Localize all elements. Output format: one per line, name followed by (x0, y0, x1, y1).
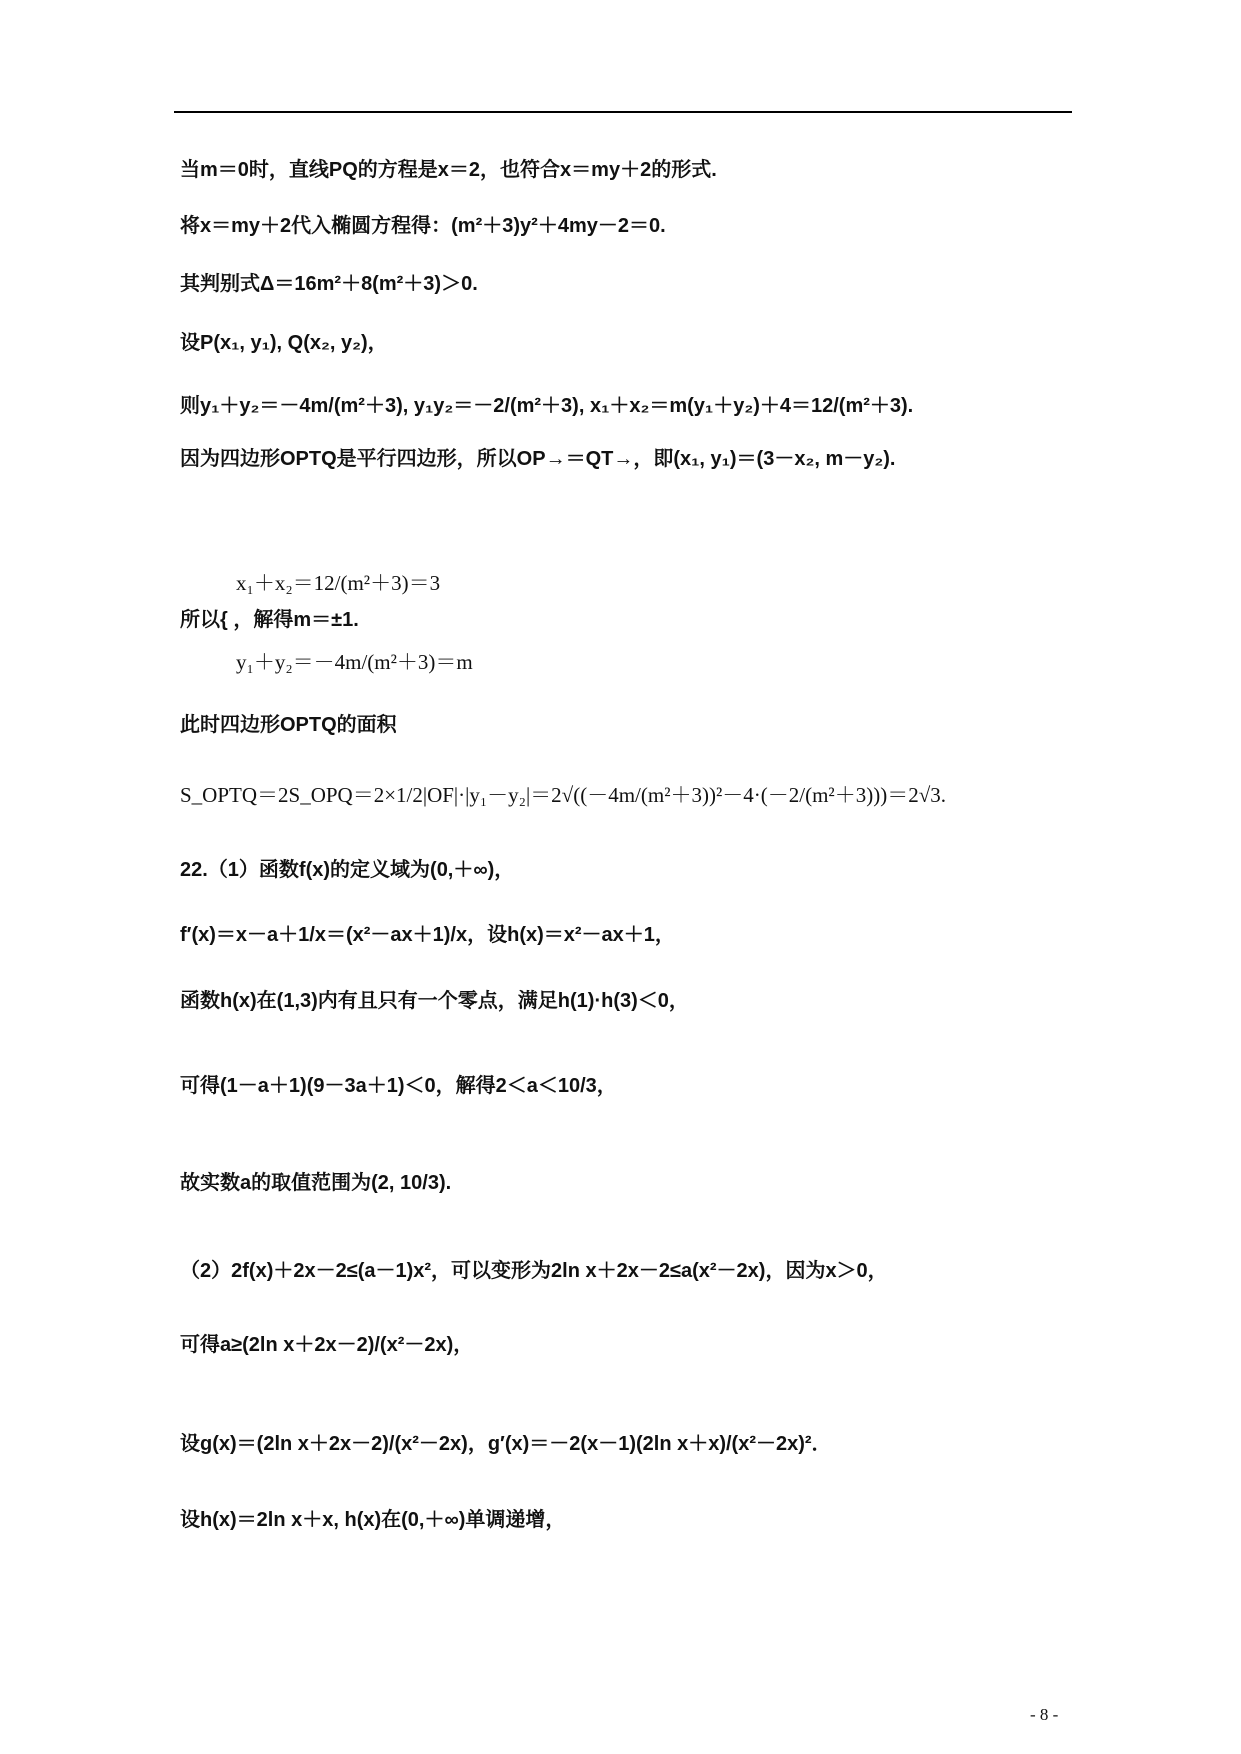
text-line-3: 其判别式Δ＝16m²＋8(m²＋3)＞0. (180, 273, 478, 295)
text-line-16: 设g(x)＝(2ln x＋2x－2)/(x²－2x)，g′(x)＝－2(x－1)(2ln x＋x)/(x²－2x)²． (180, 1433, 832, 1455)
text-line-9: 22.（1）函数f(x)的定义域为(0,＋∞)， (180, 859, 515, 881)
header-rule (174, 111, 1072, 113)
text-line-7: 所以{ ，解得m＝±1. (180, 609, 359, 631)
text-line-8: 此时四边形OPTQ的面积 (180, 714, 397, 736)
text-line-4: 设P(x₁, y₁), Q(x₂, y₂)， (180, 332, 388, 354)
text-line-17: 设h(x)＝2ln x＋x, h(x)在(0,＋∞)单调递增， (180, 1509, 566, 1531)
text-line-11: 函数h(x)在(1,3)内有且只有一个零点，满足h(1)·h(3)＜0， (180, 990, 689, 1012)
text-line-2: 将x＝my＋2代入椭圆方程得：(m²＋3)y²＋4my－2＝0. (180, 215, 666, 237)
text-line-14: （2）2f(x)＋2x－2≤(a－1)x²，可以变形为2ln x＋2x－2≤a(x²－2x)，因为x＞0， (180, 1260, 888, 1282)
text-line-1: 当m＝0时，直线PQ的方程是x＝2，也符合x＝my＋2的形式. (180, 159, 717, 181)
area-formula: S_OPTQ＝2S_OPQ＝2×1/2|OF|·|y₁－y₂|＝2√((－4m/(m²＋3))²－4·(－2/(m²＋3)))＝2√3. (180, 783, 946, 807)
system-row-1: x₁＋x₂＝12/(m²＋3)＝3 (236, 571, 441, 595)
text-line-6: 因为四边形OPTQ是平行四边形，所以OP→＝QT→，即(x₁, y₁)＝(3－x₂, m－y₂). (180, 448, 896, 470)
system-row-2: y₁＋y₂＝－4m/(m²＋3)＝m (236, 650, 473, 674)
text-line-13: 故实数a的取值范围为(2, 10/3). (180, 1172, 452, 1194)
text-line-15: 可得a≥(2ln x＋2x－2)/(x²－2x)， (180, 1334, 474, 1356)
text-line-12: 可得(1－a＋1)(9－3a＋1)＜0，解得2＜a＜10/3， (180, 1075, 617, 1097)
text-line-5: 则y₁＋y₂＝－4m/(m²＋3), y₁y₂＝－2/(m²＋3), x₁＋x₂＝m(y₁＋y₂)＋4＝12/(m²＋3). (180, 395, 914, 417)
text-line-10: f′(x)＝x－a＋1/x＝(x²－ax＋1)/x，设h(x)＝x²－ax＋1， (180, 924, 675, 946)
page-number: - 8 - (1030, 1705, 1059, 1724)
